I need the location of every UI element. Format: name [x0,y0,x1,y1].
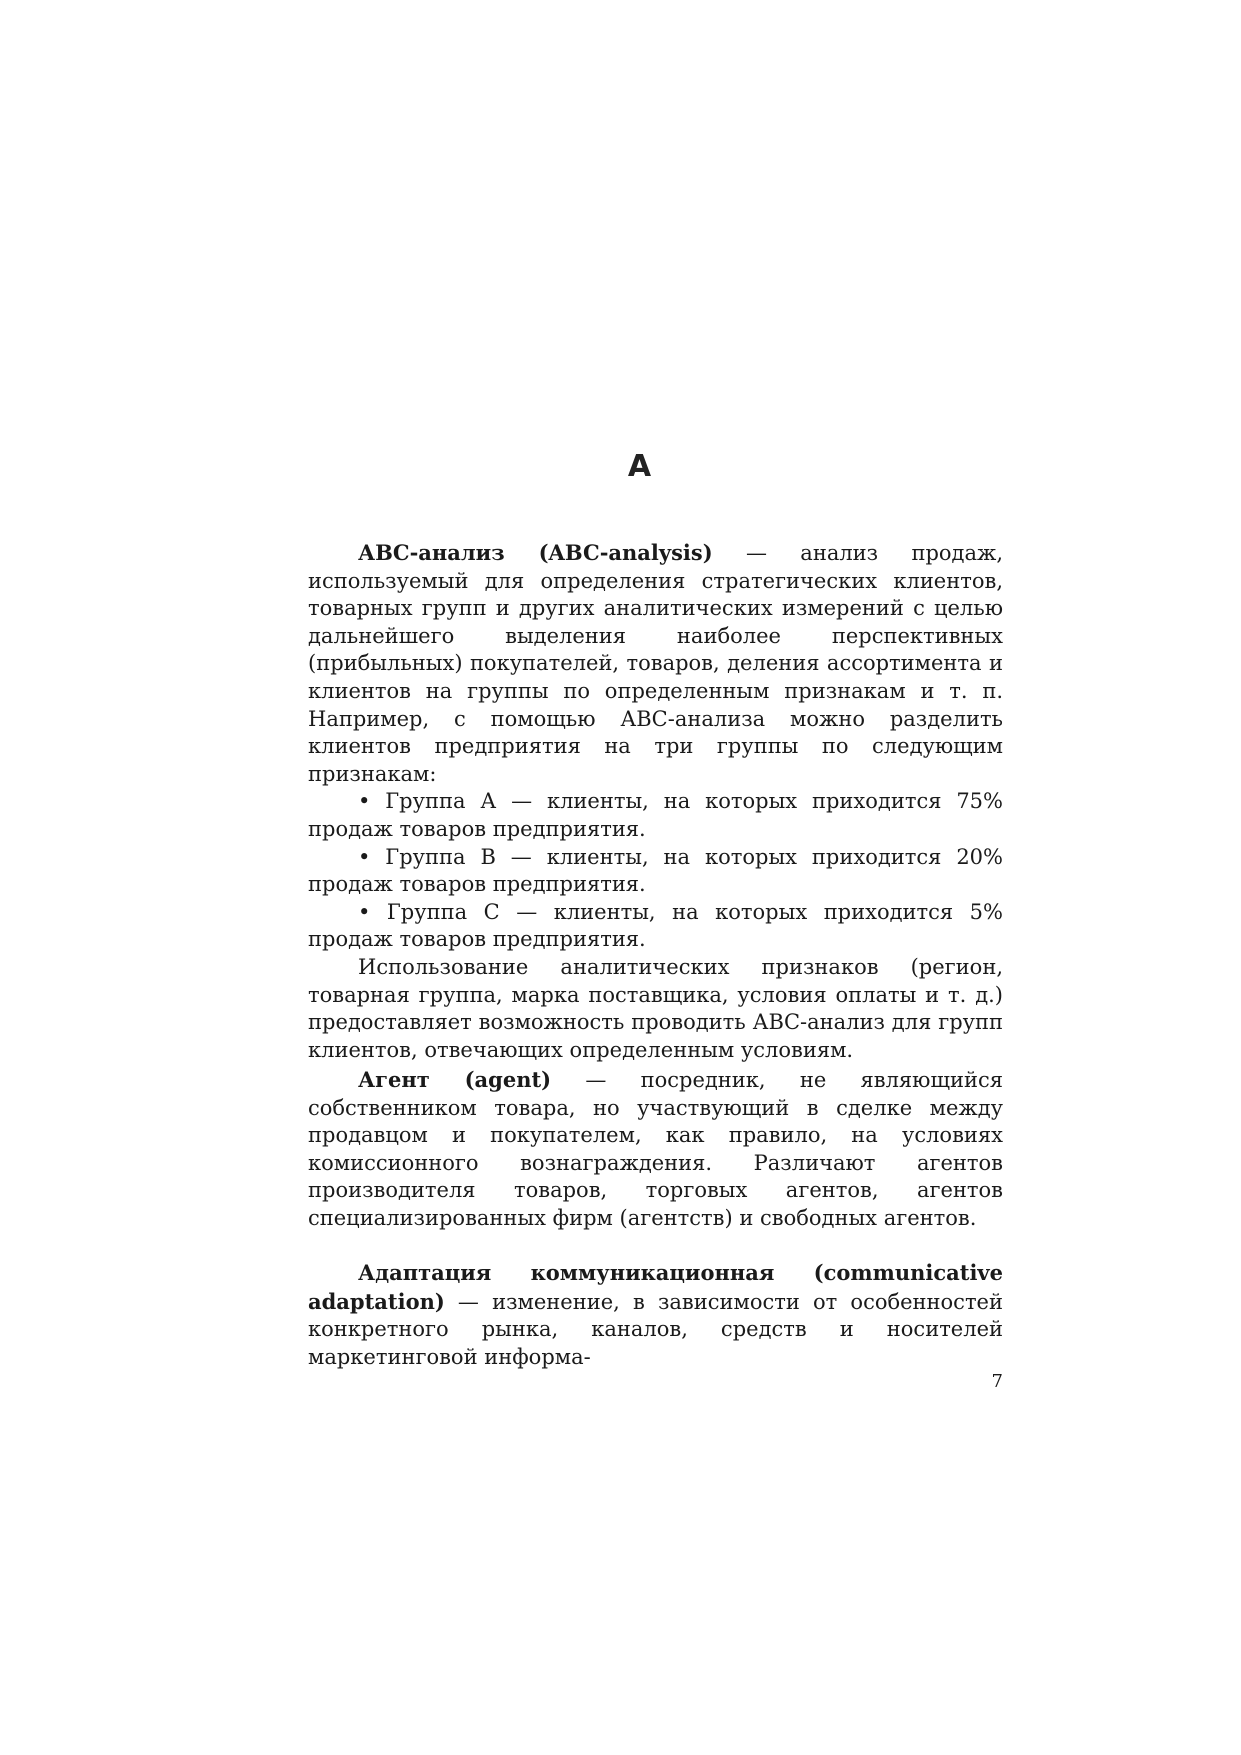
bullet-group-a: • Группа А — клиенты, на которых приходится 75% продаж товаров предприятия. [308,789,1003,841]
entry-agent [308,1066,1003,1233]
entry-agent-definition-text: — посредник, не являющийся собственником товара, но участвующий в сделке между продавцом и покупателем, как правило, на условиях комиссионного вознаграждения. Различают агентов производителя товаров, торговых агентов, агентов специализированных фирм (агентств) и свободных агентов. [308,1068,1003,1230]
entry-abc-analysis [308,539,1003,1064]
bullet-group-b: • Группа В — клиенты, на которых приходится 20% продаж товаров предприятия. [308,844,1003,897]
entry-adaptation-definition-text: — изменение, в зависимости от особенностей конкретного рынка, каналов, средств и носителей маркетинговой информа- [308,1289,1003,1369]
page-number: 7 [991,1371,1003,1392]
bullet-group-c: • Группа С — клиенты, на которых приходится 5% продаж товаров предприятия. [308,899,1003,952]
section-letter-heading: А [627,449,652,484]
entry-communicative-adaptation [308,1259,1003,1371]
entry-abc-definition [308,539,1003,788]
entry-abc-term: АВС-анализ (ABC-analysis) [358,540,713,565]
entry-agent-term: Агент (agent) [358,1067,552,1092]
entry-adaptation-term: Адаптация коммуникационная (communicative adaptation) [308,1260,1003,1314]
entry-abc-definition-text: — анализ продаж, используемый для определения стратегических клиентов, товарных групп и других аналитических измерений с целью дальнейшего выделения наиболее перспективных (прибыльных) покупателей, товаров, деления ассортимента и клиентов на группы по определенным признакам и т. п. Например, с помощью АВС-анализа можно разделить клиентов предприятия на три группы по следующим признакам: [308,541,1003,786]
entry-adaptation-definition [308,1259,1003,1371]
entry-agent-definition [308,1066,1003,1233]
entry-abc-closing: Использование аналитических признаков (регион, товарная группа, марка поставщика, условия оплаты и т. д.) предоставляет возможность проводить АВС-анализ для групп клиентов, отвечающих определенным условиям. [308,954,1003,1062]
